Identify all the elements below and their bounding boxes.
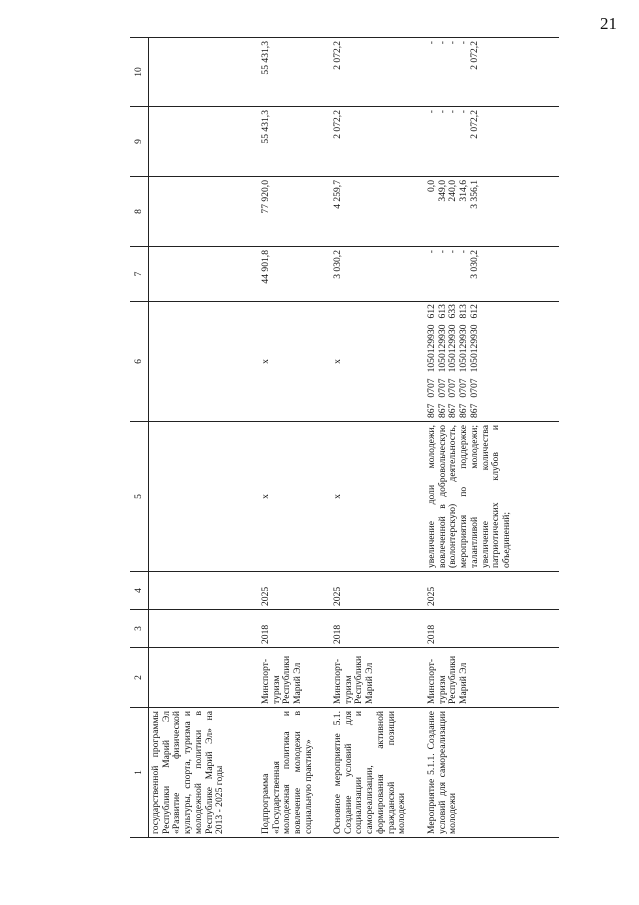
main-activity-name: Основное мероприятие 5.1. Создание условий для социализации и самореализации, формирования активной гражданской позиции молодежи bbox=[325, 708, 419, 838]
csr-code: 1050129930 bbox=[447, 324, 459, 373]
rzpr-code: 0707 bbox=[458, 378, 470, 398]
end-year: 2025 bbox=[419, 572, 559, 610]
value-line: 314,6 bbox=[458, 180, 470, 202]
col-header-3: 3 bbox=[130, 610, 149, 648]
col-header-1: 1 bbox=[130, 708, 149, 838]
rzpr-code: 0707 bbox=[468, 378, 480, 398]
value-line: - bbox=[426, 41, 437, 45]
value-line: 2 072,2 bbox=[468, 41, 480, 70]
col-header-4: 4 bbox=[130, 572, 149, 610]
grbs-code: 867 bbox=[447, 403, 459, 418]
value-line: 3 356,1 bbox=[468, 180, 480, 209]
start-year: 2018 bbox=[419, 610, 559, 648]
value-col7: 3 030,2 bbox=[325, 247, 419, 302]
col-header-7: 7 bbox=[130, 247, 149, 302]
vr-code: 612 bbox=[426, 304, 437, 319]
vr-code: 633 bbox=[447, 304, 459, 319]
header-row bbox=[130, 38, 149, 838]
value-line: - bbox=[436, 41, 448, 45]
csr-column bbox=[427, 324, 481, 372]
result-cell: х bbox=[325, 422, 419, 572]
value-line: 0,0 bbox=[426, 180, 437, 192]
value-col10: 55 431,3 bbox=[253, 38, 325, 107]
grbs-code: 867 bbox=[458, 403, 470, 418]
end-year: 2025 bbox=[325, 572, 419, 610]
rzpr-code: 0707 bbox=[426, 378, 437, 398]
col-header-2: 2 bbox=[130, 648, 149, 708]
value-line: 3 030,2 bbox=[468, 250, 480, 279]
page-number: 21 bbox=[600, 14, 617, 33]
csr-code: 1050129930 bbox=[458, 324, 470, 373]
rotated-table-wrapper bbox=[130, 38, 600, 838]
col-header-6: 6 bbox=[130, 302, 149, 422]
activity-name: Мероприятие 5.1.1. Создание условий для самореализации молодежи bbox=[419, 708, 559, 838]
start-year: 2018 bbox=[325, 610, 419, 648]
value-col9 bbox=[419, 107, 559, 177]
value-line: - bbox=[458, 110, 470, 114]
value-col9: 55 431,3 bbox=[253, 107, 325, 177]
value-col8: 4 259,7 bbox=[325, 177, 419, 247]
value-col8: 77 920,0 bbox=[253, 177, 325, 247]
executor: Минспорт-туризм Республики Марий Эл bbox=[419, 648, 559, 708]
value-line: - bbox=[436, 250, 448, 254]
value-line: - bbox=[458, 250, 470, 254]
table-row bbox=[419, 38, 559, 838]
vr-code: 813 bbox=[458, 304, 470, 319]
subprogram-name: Подпрограмма «Государственная молодежная политика и вовлечение молодежи в социальную практику» bbox=[253, 708, 325, 838]
start-year: 2018 bbox=[253, 610, 325, 648]
executor: Минспорт-туризм Республики Марий Эл bbox=[325, 648, 419, 708]
value-line: - bbox=[436, 110, 448, 114]
csr-code: 1050129930 bbox=[468, 324, 480, 373]
kbk-cell bbox=[419, 302, 559, 422]
value-col10: 2 072,2 bbox=[325, 38, 419, 107]
value-line: - bbox=[458, 41, 470, 45]
expected-result: увеличение доли молодежи, вовлеченной в добровольческую (волонтерскую) деятельность, мероприятия по поддержке талантливой молодежи; увеличение количества патриотических клубов и объединений; bbox=[419, 422, 559, 572]
value-col7: 44 901,8 bbox=[253, 247, 325, 302]
value-line: - bbox=[447, 110, 459, 114]
col-header-8: 8 bbox=[130, 177, 149, 247]
kbk-cell: х bbox=[253, 302, 325, 422]
grbs-code: 867 bbox=[436, 403, 448, 418]
grbs-code: 867 bbox=[426, 403, 437, 418]
value-line: - bbox=[426, 110, 437, 114]
grbs-column bbox=[427, 404, 481, 418]
col-header-10: 10 bbox=[130, 38, 149, 107]
table-row bbox=[149, 38, 254, 838]
result-cell: х bbox=[253, 422, 325, 572]
rzpr-code: 0707 bbox=[436, 378, 448, 398]
csr-code: 1050129930 bbox=[426, 324, 437, 373]
vr-column bbox=[427, 304, 481, 318]
value-col7 bbox=[419, 247, 559, 302]
rzpr-code: 0707 bbox=[447, 378, 459, 398]
kbk-block bbox=[427, 305, 481, 418]
value-line: - bbox=[447, 41, 459, 45]
value-col9: 2 072,2 bbox=[325, 107, 419, 177]
value-line: 240,0 bbox=[447, 180, 459, 202]
vr-code: 613 bbox=[436, 304, 448, 319]
program-table bbox=[130, 37, 559, 838]
table-row bbox=[325, 38, 419, 838]
grbs-code: 867 bbox=[468, 403, 480, 418]
csr-code: 1050129930 bbox=[436, 324, 448, 373]
kbk-cell: х bbox=[325, 302, 419, 422]
end-year: 2025 bbox=[253, 572, 325, 610]
value-line: 349,0 bbox=[436, 180, 448, 202]
col-header-9: 9 bbox=[130, 107, 149, 177]
table-row bbox=[253, 38, 325, 838]
value-col8 bbox=[419, 177, 559, 247]
vr-code: 612 bbox=[468, 304, 480, 319]
value-line: - bbox=[447, 250, 459, 254]
value-line: - bbox=[426, 250, 437, 254]
value-col10 bbox=[419, 38, 559, 107]
col-header-5: 5 bbox=[130, 422, 149, 572]
rzpr-column bbox=[427, 378, 481, 397]
value-line: 2 072,2 bbox=[468, 110, 480, 139]
program-continuation-name: государственной программы Республики Марий Эл «Развитие физической культуры, спорта, туризма и молодежной политики в Республике Марий Эл» на 2013 - 2025 годы bbox=[149, 708, 254, 838]
executor: Минспорт-туризм Республики Марий Эл bbox=[253, 648, 325, 708]
